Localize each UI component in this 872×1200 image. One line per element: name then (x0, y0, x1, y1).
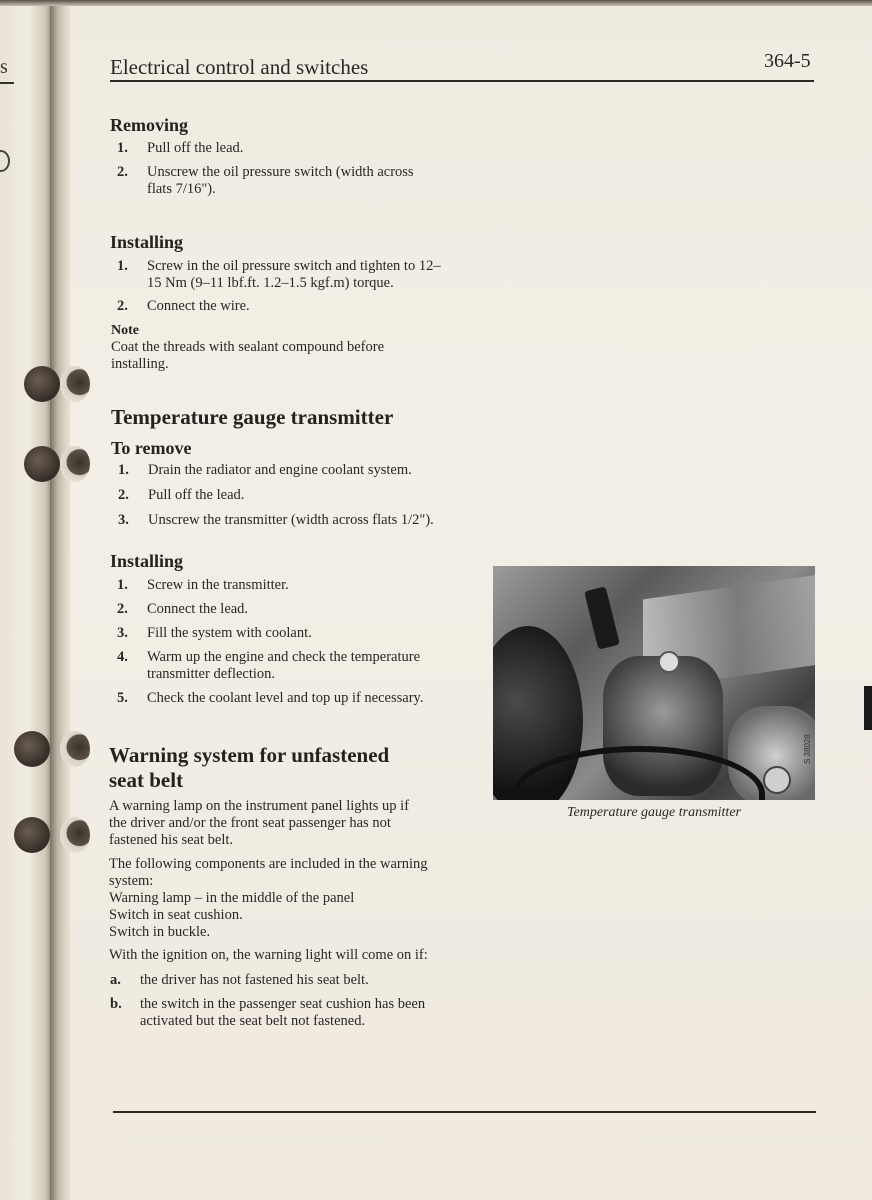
installing-heading: Installing (110, 232, 184, 252)
binder-hole (24, 366, 60, 402)
seat-belt-paragraph-1 (109, 798, 441, 849)
step-number: 1. (117, 577, 128, 593)
note-label: Note (111, 323, 139, 338)
step-text: Pull off the lead. (148, 487, 245, 503)
installing-step-2 (117, 298, 447, 315)
step-number: 1. (117, 258, 128, 274)
step-text: Connect the wire. (147, 298, 250, 314)
step-text: Drain the radiator and engine coolant system. (148, 462, 412, 478)
previous-page-rule (0, 82, 14, 84)
temperature-section-heading: Temperature gauge transmitter (111, 405, 394, 429)
binder-hole-ring (60, 366, 90, 402)
note-line: Coat the threads with sealant compound before (111, 339, 385, 355)
note-text (111, 339, 441, 373)
step-text: Unscrew the transmitter (width across flats 1/2"). (148, 512, 434, 528)
step-number: 1. (118, 462, 129, 478)
paragraph-line: Switch in buckle. (109, 924, 211, 940)
step-number: 2. (117, 298, 128, 314)
step-text: transmitter deflection. (147, 666, 276, 682)
previous-page-circle (0, 150, 10, 172)
previous-page-text-fragment: s (0, 56, 8, 78)
step-number: 4. (117, 649, 128, 665)
header-rule (110, 80, 814, 82)
step-number: 1. (117, 140, 128, 156)
binding-gutter (50, 0, 72, 1200)
step-number: 3. (117, 625, 128, 641)
top-page-edge (0, 0, 872, 6)
paragraph-line: the driver and/or the front seat passenger has not (109, 815, 391, 831)
install-step-4 (117, 649, 447, 683)
step-number: 3. (118, 512, 129, 528)
step-text: 15 Nm (9–11 lbf.ft. 1.2–1.5 kgf.m) torque. (147, 275, 394, 291)
remove-step-2 (118, 487, 448, 504)
engine-photo (493, 566, 815, 800)
paragraph-line: system: (109, 873, 154, 889)
condition-a (110, 972, 450, 989)
seat-belt-paragraph-2 (109, 856, 444, 941)
photo-bolt (763, 766, 791, 794)
paragraph-line: The following components are included in the warning (109, 856, 428, 872)
paragraph-line: A warning lamp on the instrument panel lights up if (109, 798, 410, 814)
removing-step-1 (117, 140, 447, 157)
remove-step-3 (118, 512, 448, 529)
step-text: Fill the system with coolant. (147, 625, 312, 641)
condition-label: b. (110, 996, 122, 1012)
install-step-3 (117, 625, 447, 642)
to-remove-heading: To remove (111, 438, 192, 458)
figure-code: S 38028 (803, 734, 812, 764)
step-text: Screw in the transmitter. (147, 577, 289, 593)
step-text: Connect the lead. (147, 601, 249, 617)
page-number: 364-5 (764, 50, 811, 72)
heading-line: Warning system for unfastened (109, 743, 390, 767)
install-step-1 (117, 577, 447, 594)
photo-transmitter (584, 586, 620, 650)
binder-hole (14, 731, 50, 767)
step-number: 5. (117, 690, 128, 706)
binder-hole-ring (60, 817, 90, 853)
step-text: Unscrew the oil pressure switch (width across (147, 164, 414, 180)
step-text: Pull off the lead. (147, 140, 244, 156)
binder-hole-ring (60, 446, 90, 482)
remove-step-1 (118, 462, 448, 479)
removing-step-2 (117, 164, 447, 198)
step-text: Warm up the engine and check the temperature (147, 649, 421, 665)
paragraph-line: Switch in seat cushion. (109, 907, 243, 923)
step-number: 2. (117, 601, 128, 617)
paragraph-line: Warning lamp – in the middle of the panel (109, 890, 355, 906)
binder-hole (24, 446, 60, 482)
step-number: 2. (117, 164, 128, 180)
condition-label: a. (110, 972, 121, 988)
install-step-5 (117, 690, 447, 707)
condition-text: the switch in the passenger seat cushion has been (140, 996, 426, 1012)
footer-rule (113, 1111, 816, 1113)
seat-belt-section-heading (109, 743, 389, 793)
install-step-2 (117, 601, 447, 618)
paragraph-line: fastened his seat belt. (109, 832, 234, 848)
photo-bolt (658, 651, 680, 673)
step-text: flats 7/16"). (147, 181, 216, 197)
binder-hole-ring (60, 731, 90, 767)
step-text: Screw in the oil pressure switch and tighten to 12– (147, 258, 441, 274)
heading-line: seat belt (109, 768, 184, 792)
binder-hole (14, 817, 50, 853)
condition-b (110, 996, 450, 1030)
figure-caption: Temperature gauge transmitter (567, 805, 741, 820)
seat-belt-paragraph-3: With the ignition on, the warning light will come on if: (109, 947, 428, 963)
step-text: Check the coolant level and top up if necessary. (147, 690, 424, 706)
condition-text: the driver has not fastened his seat belt. (140, 972, 369, 988)
condition-text: activated but the seat belt not fastened. (140, 1013, 366, 1029)
note-line: installing. (111, 356, 169, 372)
section-tab-marker (864, 686, 872, 730)
step-number: 2. (118, 487, 129, 503)
previous-page-edge (0, 0, 52, 1200)
removing-heading: Removing (110, 115, 188, 135)
running-header-title: Electrical control and switches (110, 55, 369, 79)
installing-step-1 (117, 258, 447, 292)
installing-transmitter-heading: Installing (110, 551, 184, 571)
